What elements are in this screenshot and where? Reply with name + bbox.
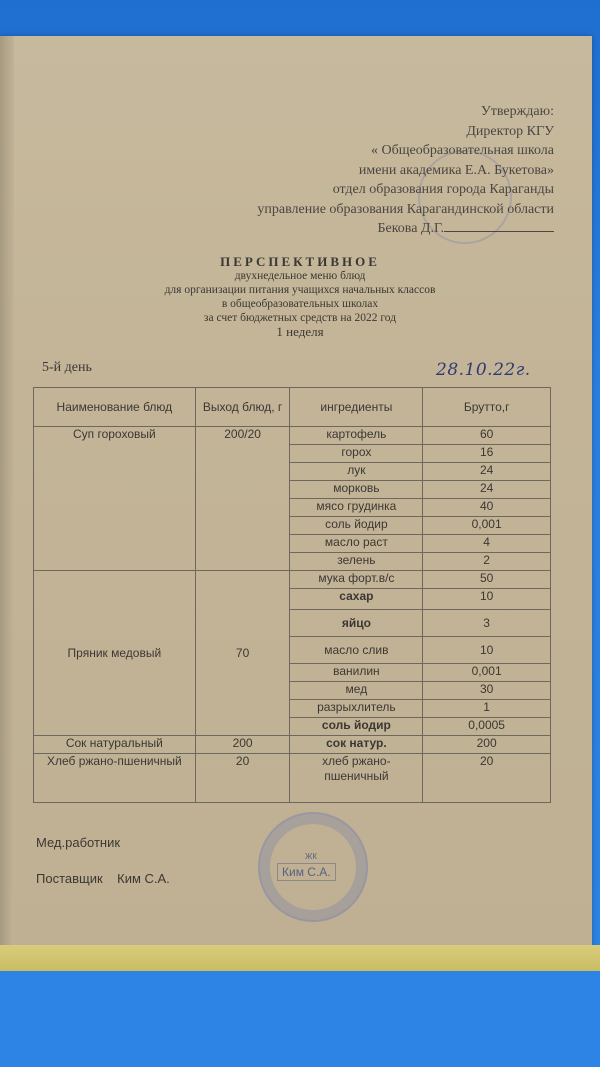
supplier-name: Ким С.А. (117, 871, 170, 886)
week-label: 1 неделя (276, 324, 324, 339)
ingredient-gross: 1 (423, 700, 551, 718)
signature-line (444, 231, 554, 232)
ingredient-name: зелень (290, 553, 423, 571)
ingredient-gross: 0,0005 (423, 718, 551, 736)
day-label: 5-й день (42, 360, 92, 375)
ingredient-gross: 50 (423, 571, 551, 589)
dish-name: Пряник медовый (34, 571, 196, 736)
ingredient-name: соль йодир (290, 517, 423, 535)
table-header-row (34, 388, 551, 427)
ingredient-gross: 60 (423, 427, 551, 445)
title-line: для организации питания учащихся начальных классов (164, 284, 436, 296)
title-line: за счет бюджетных средств на 2022 год (203, 312, 397, 324)
dish-yield: 20 (195, 754, 290, 803)
ingredient-name: масло слив (290, 637, 423, 664)
ingredient-name: ванилин (290, 664, 423, 682)
ingredient-gross: 10 (423, 589, 551, 610)
ingredient-gross: 24 (423, 481, 551, 499)
ingredient-name: разрыхлитель (290, 700, 423, 718)
header-dish: Наименование блюд (34, 388, 196, 427)
ingredient-name: мясо грудинка (290, 499, 423, 517)
ingredient-gross: 0,001 (423, 517, 551, 535)
ingredient-gross: 3 (423, 610, 551, 637)
approval-line: Утверждаю: (480, 104, 554, 119)
title-line: в общеобразовательных школах (221, 298, 379, 310)
ingredient-name: мука форт.в/с (290, 571, 423, 589)
ingredient-gross: 10 (423, 637, 551, 664)
dish-name: Сок натуральный (34, 736, 196, 754)
document-title (0, 255, 600, 339)
approval-signatory (257, 219, 554, 239)
supplier-label: Поставщик (36, 871, 103, 886)
signatory-name: Бекова Д.Г. (377, 221, 444, 236)
ingredient-name: сахар (290, 589, 423, 610)
table-row (34, 754, 551, 803)
ingredient-gross: 0,001 (423, 664, 551, 682)
handwritten-date: 28.10.22г. (436, 360, 531, 380)
ingredient-name: лук (290, 463, 423, 481)
dish-yield: 70 (195, 571, 290, 736)
title-heading: ПЕРСПЕКТИВНОЕ (220, 254, 380, 269)
sheet-edge-shadow (0, 36, 14, 950)
medic-signature-line: Мед.работник (36, 835, 121, 850)
ingredient-name: хлеб ржано-пшеничный (290, 754, 423, 803)
ingredient-gross: 200 (423, 736, 551, 754)
ingredient-gross: 30 (423, 682, 551, 700)
approval-line: отдел образования города Караганды (332, 182, 554, 197)
dish-yield: 200 (195, 736, 290, 754)
header-yield: Выход блюд, г (195, 388, 290, 427)
ingredient-name: горох (290, 445, 423, 463)
ingredient-gross: 4 (423, 535, 551, 553)
ingredient-name: масло раст (290, 535, 423, 553)
ingredient-gross: 16 (423, 445, 551, 463)
stamp-caption: ЖК (305, 852, 318, 861)
ingredient-name: мед (290, 682, 423, 700)
approval-block (257, 102, 554, 239)
table-row (34, 571, 551, 589)
dish-name: Суп гороховый (34, 427, 196, 571)
approval-line: управление образования Карагандинской области (257, 201, 554, 217)
header-ingredients: ингредиенты (290, 388, 423, 427)
dish-name: Хлеб ржано-пшеничный (34, 754, 196, 803)
stamp-name: Ким С.А. (277, 863, 336, 881)
ingredient-gross: 40 (423, 499, 551, 517)
ingredient-name: сок натур. (290, 736, 423, 754)
signature-block (36, 825, 170, 897)
table-row (34, 427, 551, 445)
ingredient-gross: 20 (423, 754, 551, 803)
approval-line: имени академика Е.А. Букетова» (358, 162, 554, 178)
header-gross: Брутто,г (423, 388, 551, 427)
approval-line: Директор КГУ (466, 123, 554, 139)
ingredient-name: соль йодир (290, 718, 423, 736)
title-line: двухнедельное меню блюд (234, 270, 366, 282)
table-row (34, 736, 551, 754)
ingredient-name: картофель (290, 427, 423, 445)
ingredient-gross: 2 (423, 553, 551, 571)
approval-line: « Общеобразовательная школа (370, 143, 554, 158)
ingredient-name: морковь (290, 481, 423, 499)
yellow-tape-strip (0, 945, 600, 971)
menu-table (33, 387, 551, 803)
ingredient-name: яйцо (290, 610, 423, 637)
ingredient-gross: 24 (423, 463, 551, 481)
supplier-signature-line (36, 861, 170, 897)
dish-yield: 200/20 (195, 427, 290, 571)
